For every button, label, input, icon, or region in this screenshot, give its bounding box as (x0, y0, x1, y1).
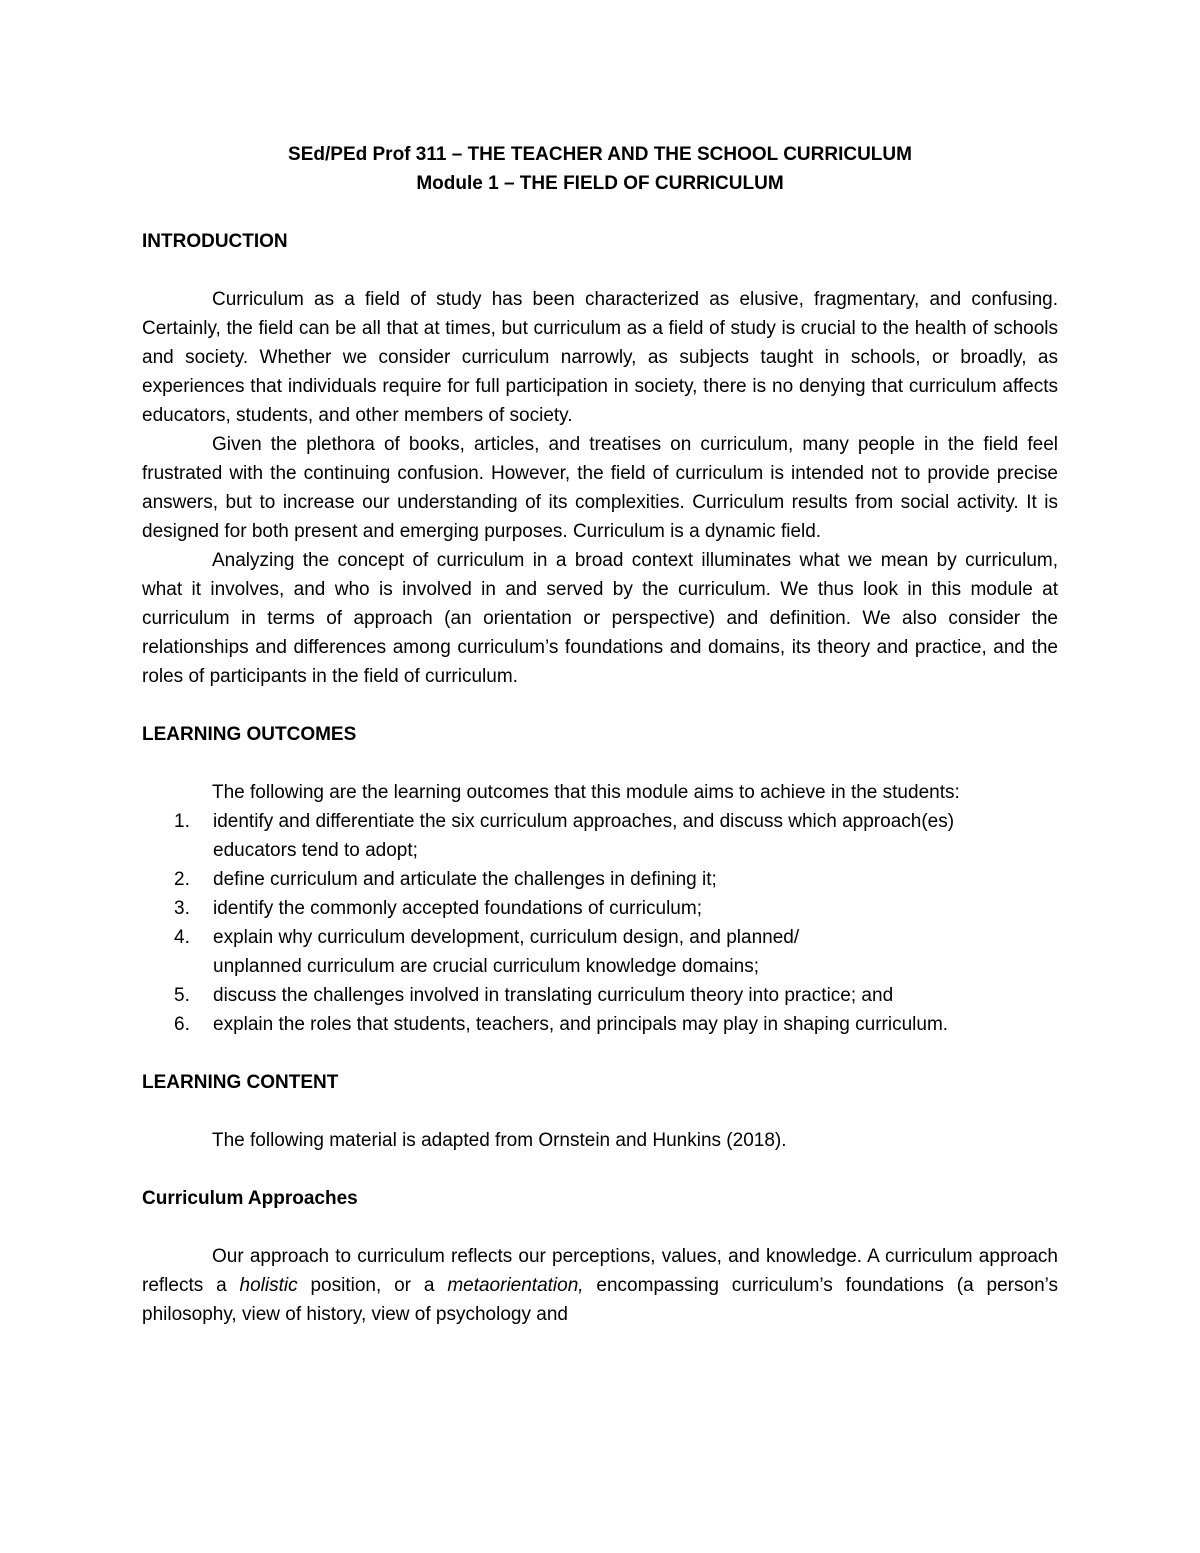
learning-outcomes-list (142, 807, 1058, 1039)
list-item (142, 807, 1058, 865)
list-item-number: 4. (174, 927, 190, 948)
introduction-paragraph-1: Curriculum as a field of study has been characterized as elusive, fragmentary, and confusing. Certainly, the field can be all that at times, but curriculum as a field of study is crucial to the health of schools and society. Whether we consider curriculum narrowly, as subjects taught in schools, or broadly, as experiences that individuals require for full participation in society, there is no denying that curriculum affects educators, students, and other members of society. (142, 289, 1058, 426)
list-item-text: explain why curriculum development, curriculum design, and planned/ (213, 927, 800, 948)
spacer (142, 1155, 1058, 1184)
learning-content-text: The following material is adapted from Ornstein and Hunkins (2018). (212, 1130, 787, 1151)
list-item-text-continued: educators tend to adopt; (213, 840, 418, 861)
document-title-line1: SEd/PEd Prof 311 – THE TEACHER AND THE SCHOOL CURRICULUM (288, 144, 912, 165)
spacer (142, 256, 1058, 285)
list-item-number: 1. (174, 811, 190, 832)
list-item-number: 2. (174, 869, 190, 890)
emphasis-holistic: holistic (239, 1275, 298, 1296)
list-item-text: define curriculum and articulate the challenges in defining it; (213, 869, 717, 890)
list-item-text: identify the commonly accepted foundations of curriculum; (213, 898, 702, 919)
list-item (142, 865, 1058, 894)
document-content (142, 140, 1058, 1329)
spacer (142, 1097, 1058, 1126)
spacer (142, 749, 1058, 778)
list-item-number: 6. (174, 1014, 190, 1035)
list-item (142, 923, 1058, 981)
introduction-paragraph-3: Analyzing the concept of curriculum in a broad context illuminates what we mean by curriculum, what it involves, and who is involved in and served by the curriculum. We thus look in this module at curriculum in terms of approach (an orientation or perspective) and definition. We also consider the relationships and differences among curriculum’s foundations and domains, its theory and practice, and the roles of participants in the field of curriculum. (142, 550, 1058, 687)
curriculum-approaches-paragraph (142, 1242, 1058, 1329)
paragraph-text: encompassing curriculum’s foundations (a person’s philosophy, view of history, view of psychology and (142, 1275, 1059, 1325)
learning-outcomes-lead: The following are the learning outcomes that this module aims to achieve in the students: (212, 782, 960, 803)
spacer (142, 198, 1058, 227)
list-item-text: identify and differentiate the six curriculum approaches, and discuss which approach(es) (213, 811, 955, 832)
learning-content-heading: LEARNING CONTENT (142, 1072, 339, 1093)
list-item (142, 1010, 1058, 1039)
introduction-paragraph-2: Given the plethora of books, articles, and treatises on curriculum, many people in the field feel frustrated with the continuing confusion. However, the field of curriculum is intended not to provide precise answers, but to increase our understanding of its complexities. Curriculum results from social activity. It is designed for both present and emerging purposes. Curriculum is a dynamic field. (142, 434, 1058, 542)
spacer (142, 1213, 1058, 1242)
list-item (142, 894, 1058, 923)
emphasis-metaorientation: metaorientation, (447, 1275, 584, 1296)
spacer (142, 691, 1058, 720)
list-item-text: discuss the challenges involved in translating curriculum theory into practice; and (213, 985, 894, 1006)
list-item-number: 3. (174, 898, 190, 919)
paragraph-text: Our approach to curriculum reflects our perceptions, values, and knowledge. A curriculum approach reflects a (142, 1246, 1058, 1296)
spacer (142, 1039, 1058, 1068)
paragraph-text: position, or a (297, 1275, 448, 1296)
document-title-line2: Module 1 – THE FIELD OF CURRICULUM (416, 173, 784, 194)
learning-outcomes-heading: LEARNING OUTCOMES (142, 724, 357, 745)
list-item-text-continued: unplanned curriculum are crucial curriculum knowledge domains; (213, 956, 759, 977)
list-item (142, 981, 1058, 1010)
curriculum-approaches-heading: Curriculum Approaches (142, 1188, 358, 1209)
introduction-heading: INTRODUCTION (142, 231, 288, 252)
list-item-number: 5. (174, 985, 190, 1006)
list-item-text: explain the roles that students, teachers, and principals may play in shaping curriculum. (213, 1014, 949, 1035)
